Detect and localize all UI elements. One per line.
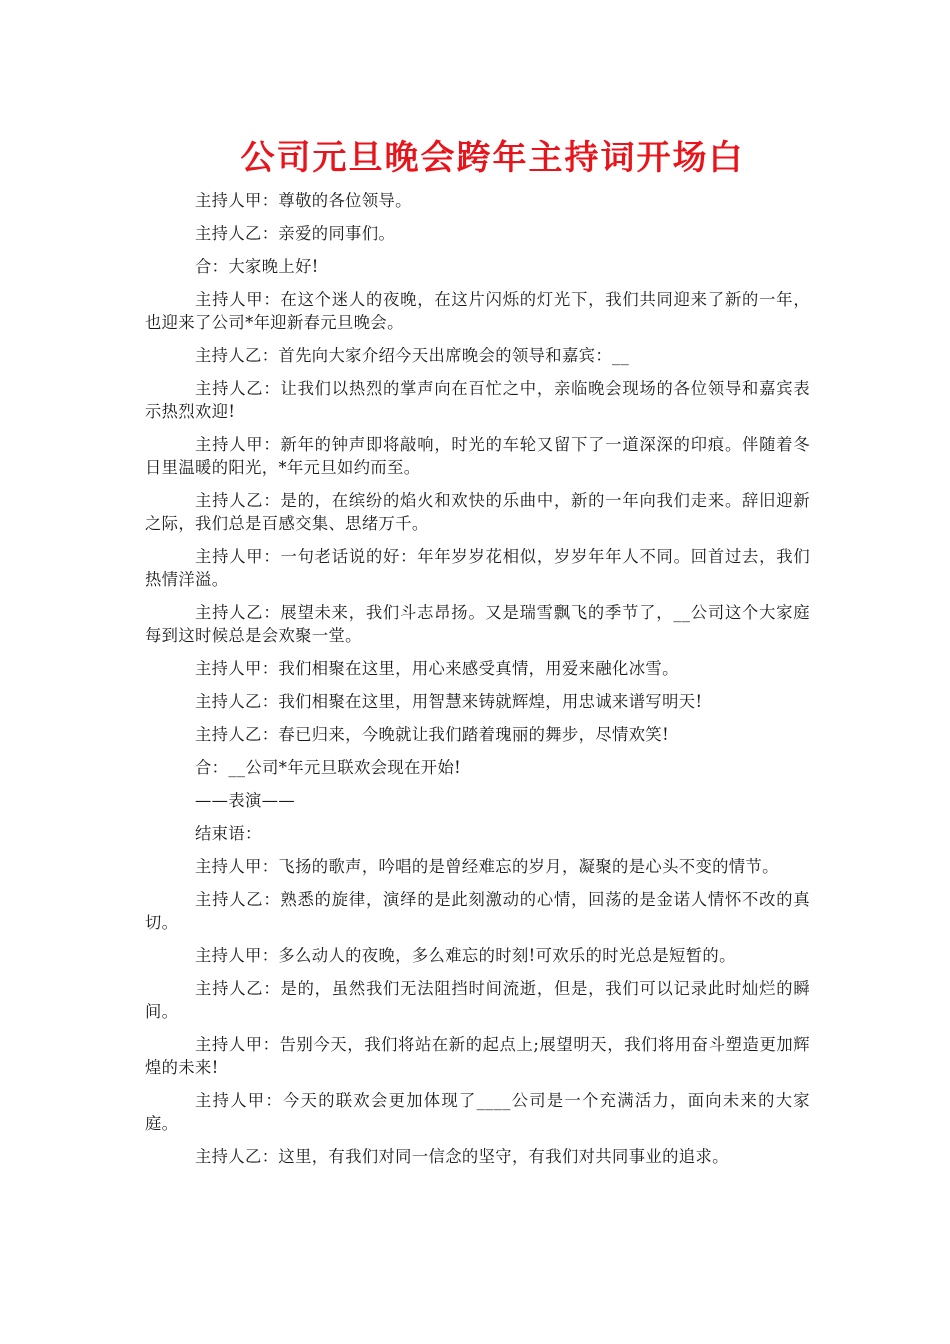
paragraph: 主持人甲：多么动人的夜晚，多么难忘的时刻!可欢乐的时光总是短暂的。 (195, 946, 736, 965)
paragraph: 主持人甲：新年的钟声即将敲响，时光的车轮又留下了一道深深的印痕。伴随着冬日里温暖的阳光，*年元旦如约而至。 (145, 435, 810, 477)
paragraph: 主持人乙：是的，在缤纷的焰火和欢快的乐曲中，新的一年向我们走来。辞旧迎新之际，我们总是百感交集、思绪万千。 (145, 491, 810, 533)
paragraph: 主持人乙：春已归来，今晚就让我们踏着瑰丽的舞步，尽情欢笑! (195, 725, 670, 744)
document-body (145, 189, 810, 1168)
paragraph: 主持人乙：首先向大家介绍今天出席晚会的领导和嘉宾：__ (195, 346, 630, 365)
section-divider: ——表演—— (195, 791, 296, 810)
document-title: 公司元旦晚会跨年主持词开场白 (240, 138, 745, 178)
paragraph: 主持人乙：熟悉的旋律，演绎的是此刻激动的心情，回荡的是金诺人情怀不改的真切。 (145, 890, 810, 932)
paragraph: 主持人乙：我们相聚在这里，用智慧来铸就辉煌，用忠诚来谱写明天! (195, 692, 703, 711)
paragraph: 主持人甲：尊敬的各位领导。 (195, 191, 412, 210)
paragraph: 主持人甲：我们相聚在这里，用心来感受真情，用爱来融化冰雪。 (195, 659, 679, 678)
paragraph: 主持人甲：告别今天，我们将站在新的起点上;展望明天，我们将用奋斗塑造更加辉煌的未来! (145, 1035, 810, 1077)
paragraph: 主持人乙：亲爱的同事们。 (195, 224, 396, 243)
paragraph: 主持人甲：飞扬的歌声，吟唱的是曾经难忘的岁月，凝聚的是心头不变的情节。 (195, 857, 779, 876)
paragraph: 主持人乙：是的，虽然我们无法阻挡时间流逝，但是，我们可以记录此时灿烂的瞬间。 (145, 979, 810, 1021)
paragraph: 合：__公司*年元旦联欢会现在开始! (195, 758, 462, 777)
section-heading: 结束语： (195, 824, 262, 843)
paragraph: 主持人甲：在这个迷人的夜晚，在这片闪烁的灯光下，我们共同迎来了新的一年，也迎来了公司*年迎新春元旦晚会。 (145, 290, 810, 332)
paragraph: 主持人乙：展望未来，我们斗志昂扬。又是瑞雪飘飞的季节了，__公司这个大家庭每到这时候总是会欢聚一堂。 (145, 603, 810, 645)
paragraph: 主持人甲：一句老话说的好：年年岁岁花相似，岁岁年年人不同。回首过去，我们热情洋溢。 (145, 547, 810, 589)
paragraph: 合：大家晚上好! (195, 257, 319, 276)
paragraph: 主持人乙：让我们以热烈的掌声向在百忙之中，亲临晚会现场的各位领导和嘉宾表示热烈欢迎! (145, 379, 810, 421)
paragraph: 主持人甲：今天的联欢会更加体现了____公司是一个充满活力，面向未来的大家庭。 (145, 1091, 810, 1133)
paragraph: 主持人乙：这里，有我们对同一信念的坚守，有我们对共同事业的追求。 (195, 1147, 729, 1166)
